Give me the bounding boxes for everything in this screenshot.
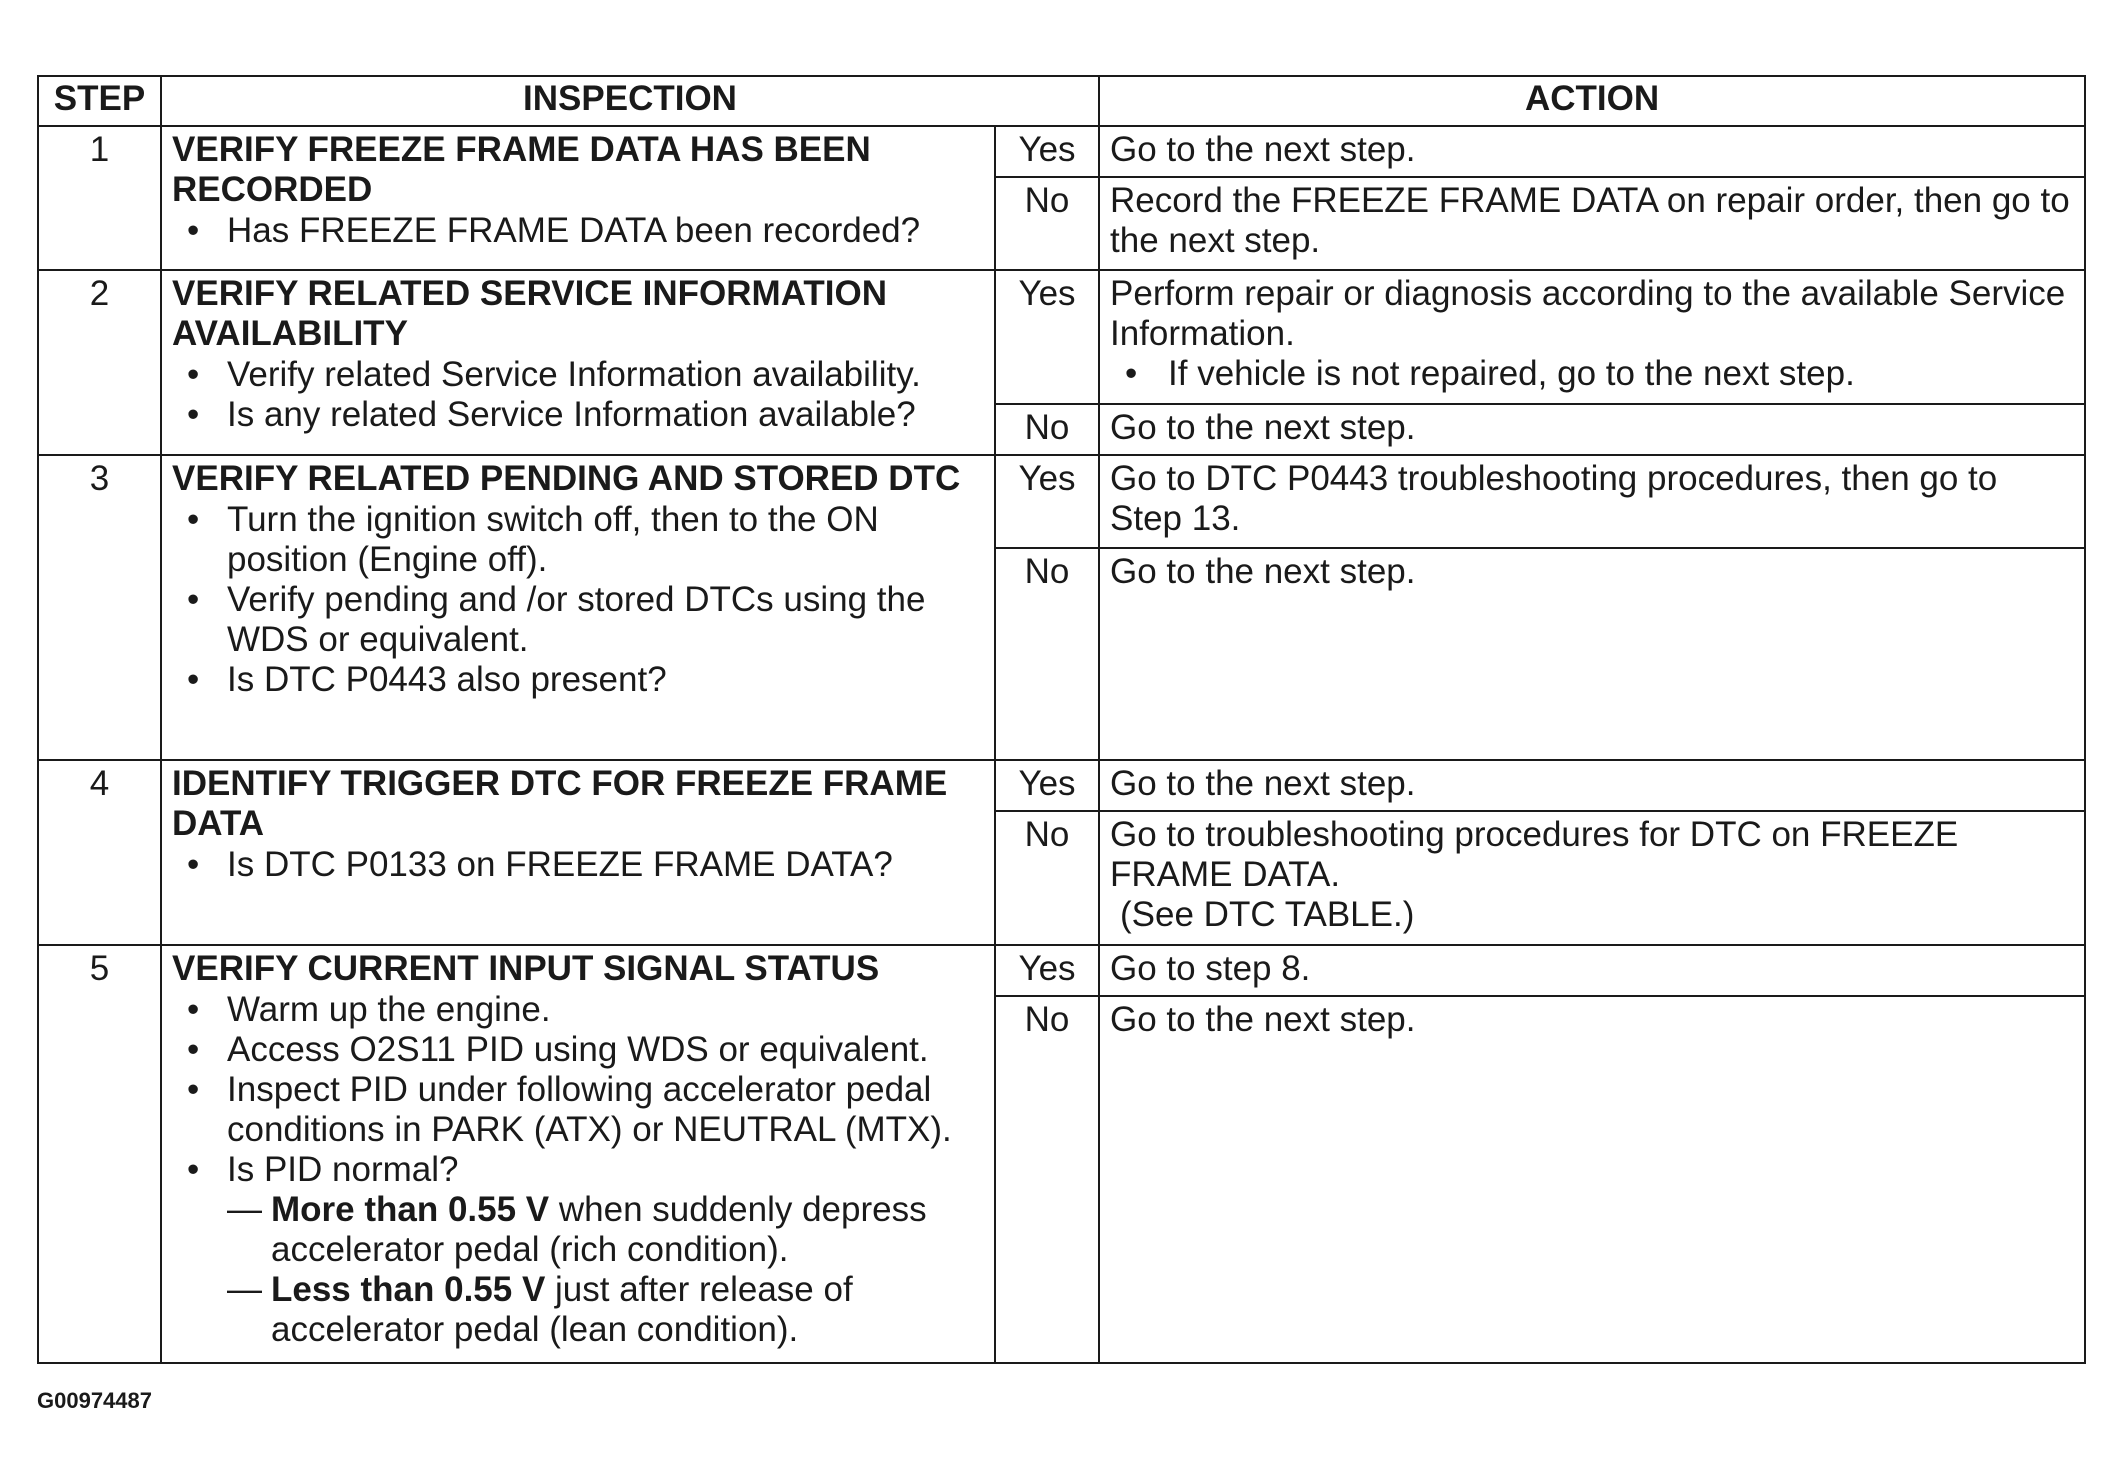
dash-list [227, 1190, 984, 1350]
step-heading: VERIFY RELATED PENDING AND STORED DTC [172, 459, 961, 498]
yes-label: Yes [995, 945, 1099, 996]
bullet-item: • Warm up the engine. [172, 990, 984, 1030]
step-4-yes-row [38, 760, 2085, 811]
step-heading: IDENTIFY TRIGGER DTC FOR FREEZE FRAME DATA [172, 764, 948, 843]
dash-item [227, 1270, 984, 1350]
step-2-yes-row [38, 270, 2085, 404]
dash-item [227, 1190, 984, 1270]
action-bullet-list [1110, 354, 2074, 394]
yes-label: Yes [995, 126, 1099, 177]
bullet-item: • Is DTC P0133 on FREEZE FRAME DATA? [172, 845, 984, 885]
step-inspection [161, 455, 995, 760]
no-action-text: Go to troubleshooting procedures for DTC on FREEZE FRAME DATA. [1110, 815, 1959, 894]
step-inspection [161, 270, 995, 455]
no-action: Go to the next step. [1099, 548, 2085, 760]
step-number: 1 [38, 126, 161, 270]
no-label: No [995, 548, 1099, 760]
step-number: 3 [38, 455, 161, 760]
bullet-item: • Verify pending and /or stored DTCs using the WDS or equivalent. [172, 580, 984, 660]
bullet-item: • Inspect PID under following accelerator pedal conditions in PARK (ATX) or NEUTRAL (MTX). [172, 1070, 984, 1150]
bullet-item: • Turn the ignition switch off, then to the ON position (Engine off). [172, 500, 984, 580]
bullet-item: • Is any related Service Information available? [172, 395, 984, 435]
bullet-text: Is PID normal? [227, 1150, 459, 1189]
no-action: Go to the next step. [1099, 996, 2085, 1363]
step-5-yes-row [38, 945, 2085, 996]
yes-action: Go to DTC P0443 troubleshooting procedures, then go to Step 13. [1099, 455, 2085, 548]
yes-action: Go to the next step. [1099, 760, 2085, 811]
header-step: STEP [38, 76, 161, 126]
yes-action: Go to step 8. [1099, 945, 2085, 996]
action-bullet-item: • If vehicle is not repaired, go to the next step. [1110, 354, 2074, 394]
yes-action: Go to the next step. [1099, 126, 2085, 177]
figure-id: G00974487 [37, 1388, 152, 1413]
bullet-list [172, 355, 984, 435]
bullet-item: • Has FREEZE FRAME DATA been recorded? [172, 211, 984, 251]
dash-item-text: just after release of accelerator pedal (lean condition). [271, 1270, 853, 1349]
step-heading: VERIFY FREEZE FRAME DATA HAS BEEN RECORDED [172, 130, 871, 209]
yes-label: Yes [995, 455, 1099, 548]
bullet-list [172, 211, 984, 251]
dash-item-bold: Less than 0.55 V [271, 1270, 546, 1309]
step-3-yes-row [38, 455, 2085, 548]
no-label: No [995, 996, 1099, 1363]
bullet-item [172, 1150, 984, 1350]
step-inspection [161, 126, 995, 270]
yes-label: Yes [995, 760, 1099, 811]
step-number: 5 [38, 945, 161, 1363]
step-1-yes-row [38, 126, 2085, 177]
header-row [38, 76, 2085, 126]
no-label: No [995, 404, 1099, 455]
header-inspection: INSPECTION [161, 76, 1099, 126]
step-inspection [161, 945, 995, 1363]
no-action-note: (See DTC TABLE.) [1120, 895, 1415, 934]
bullet-item: • Verify related Service Information availability. [172, 355, 984, 395]
yes-label: Yes [995, 270, 1099, 404]
diagnostic-table [37, 75, 2086, 1364]
no-label: No [995, 177, 1099, 270]
bullet-list [172, 500, 984, 700]
step-heading: VERIFY RELATED SERVICE INFORMATION AVAILABILITY [172, 274, 887, 353]
no-action: Go to the next step. [1099, 404, 2085, 455]
header-action: ACTION [1099, 76, 2085, 126]
bullet-list [172, 990, 984, 1350]
dash-item-bold: More than 0.55 V [271, 1190, 550, 1229]
yes-action-text: Perform repair or diagnosis according to the available Service Information. [1110, 274, 2066, 353]
bullet-list [172, 845, 984, 885]
no-action [1099, 811, 2085, 945]
no-label: No [995, 811, 1099, 945]
bullet-item: • Access O2S11 PID using WDS or equivalent. [172, 1030, 984, 1070]
bullet-item: • Is DTC P0443 also present? [172, 660, 984, 700]
step-heading: VERIFY CURRENT INPUT SIGNAL STATUS [172, 949, 880, 988]
no-action: Record the FREEZE FRAME DATA on repair order, then go to the next step. [1099, 177, 2085, 270]
dash-item-text: when suddenly depress accelerator pedal (rich condition). [271, 1190, 927, 1269]
yes-action [1099, 270, 2085, 404]
step-number: 2 [38, 270, 161, 455]
step-number: 4 [38, 760, 161, 945]
step-inspection [161, 760, 995, 945]
